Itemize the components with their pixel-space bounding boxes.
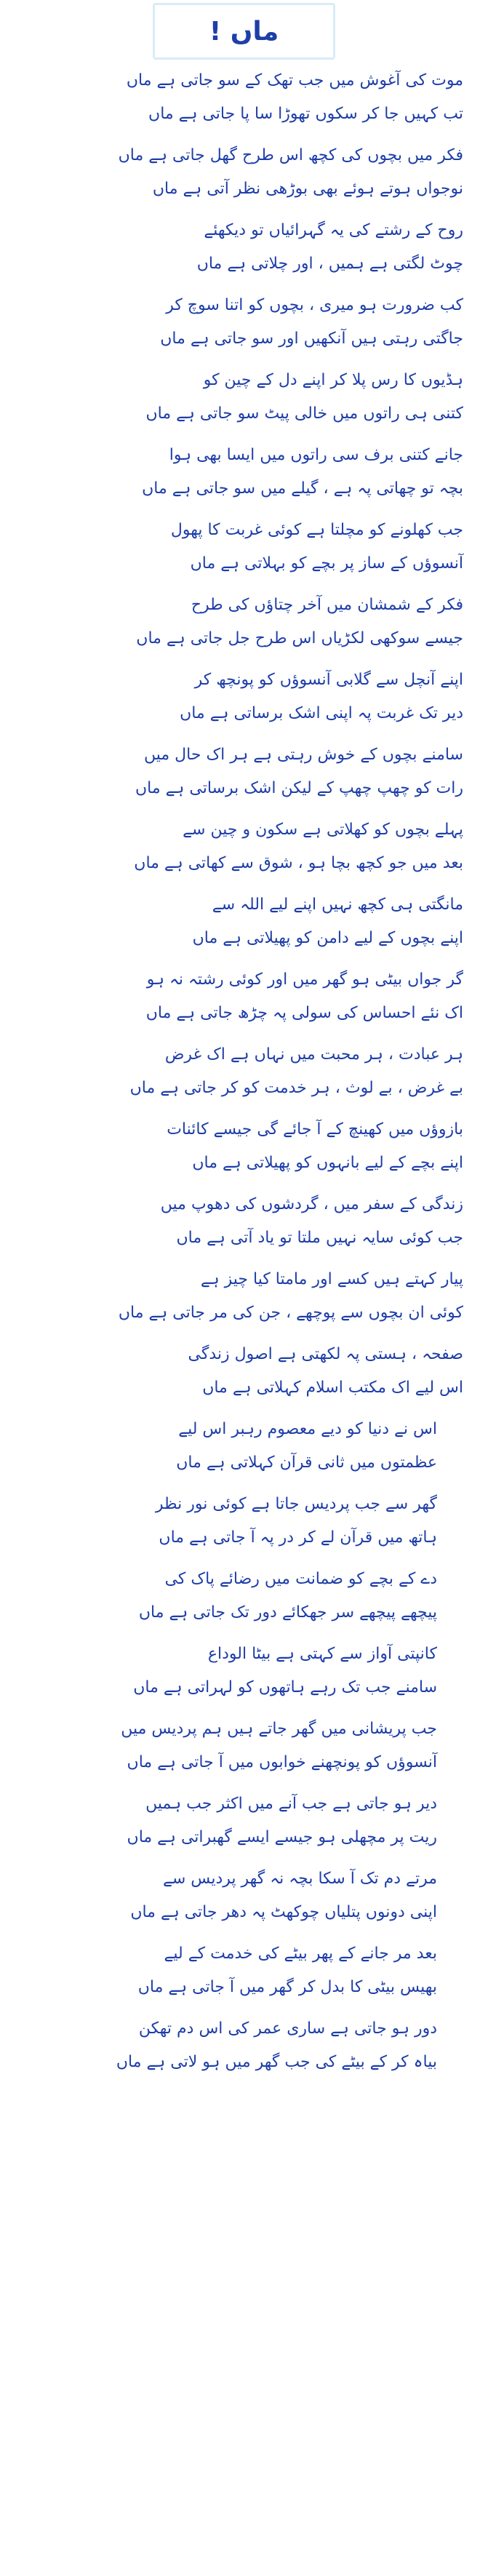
verse-line: فکر کے شمشان میں آخر چتاؤں کی طرح xyxy=(191,596,463,614)
stanza xyxy=(0,740,488,815)
stanza xyxy=(0,965,488,1040)
verse-line: اپنے بچے کے لیے بانہوں کو پھیلاتی ہے ماں xyxy=(192,1154,463,1172)
poem-body xyxy=(0,65,488,2095)
stanza xyxy=(0,515,488,590)
verse-line: دور ہو جاتی ہے ساری عمر کی اس دم تھکن xyxy=(138,2019,437,2038)
stanza xyxy=(0,1789,488,1864)
stanza xyxy=(0,1639,488,1714)
stanza xyxy=(0,1489,488,1564)
verse-line: زندگی کے سفر میں ، گردشوں کی دھوپ میں xyxy=(160,1195,463,1213)
stanza xyxy=(0,1114,488,1189)
stanza xyxy=(0,1414,488,1489)
verse-line: بعد میں جو کچھ بچا ہو ، شوق سے کھاتی ہے ماں xyxy=(134,854,463,872)
title-box xyxy=(153,3,335,60)
stanza xyxy=(0,1040,488,1114)
verse-line: جاگتی رہتی ہیں آنکھیں اور سو جاتی ہے ماں xyxy=(160,330,463,348)
verse-line: بچہ تو چھاتی پہ ہے ، گیلے میں سو جاتی ہے ماں xyxy=(142,479,463,498)
verse-line: موت کی آغوش میں جب تھک کے سو جاتی ہے ماں xyxy=(126,71,463,89)
stanza xyxy=(0,590,488,665)
stanza xyxy=(0,1939,488,2014)
verse-line: کوئی ان بچوں سے پوچھے ، جن کی مر جاتی ہے ماں xyxy=(118,1304,463,1322)
verse-line: آنسوؤں کے ساز پر بچے کو بہلاتی ہے ماں xyxy=(190,554,463,573)
verse-line: آنسوؤں کو پونچھنے خوابوں میں آ جاتی ہے ماں xyxy=(127,1753,437,1771)
stanza xyxy=(0,440,488,515)
stanza xyxy=(0,1564,488,1639)
stanza xyxy=(0,1264,488,1339)
verse-line: کانپتی آواز سے کہتی ہے بیٹا الوداع xyxy=(207,1645,437,1663)
stanza xyxy=(0,2014,488,2095)
stanza xyxy=(0,890,488,965)
verse-line: دیر ہو جاتی ہے جب آنے میں اکثر جب ہمیں xyxy=(145,1795,437,1813)
verse-line: فکر میں بچوں کی کچھ اس طرح گھل جاتی ہے ماں xyxy=(118,146,463,164)
stanza xyxy=(0,1714,488,1789)
verse-line: دے کے بچے کو ضمانت میں رضائے پاک کی xyxy=(164,1570,437,1588)
stanza xyxy=(0,365,488,440)
verse-line: اپنی دونوں پتلیاں چوکھٹ پہ دھر جاتی ہے ماں xyxy=(130,1903,437,1921)
verse-line: گر جواں بیٹی ہو گھر میں اور کوئی رشتہ نہ ہو xyxy=(146,970,463,989)
verse-line: صفحہ ، ہستی پہ لکھتی ہے اصول زندگی xyxy=(188,1345,463,1363)
verse-line: بے غرض ، بے لوث ، ہر خدمت کو کر جاتی ہے ماں xyxy=(129,1079,463,1097)
verse-line: ہاتھ میں قرآن لے کر در پہ آ جاتی ہے ماں xyxy=(159,1528,437,1547)
verse-line: سامنے بچوں کے خوش رہتی ہے ہر اک حال میں xyxy=(144,746,463,764)
stanza xyxy=(0,140,488,215)
verse-line: جب کوئی سایہ نہیں ملتا تو یاد آتی ہے ماں xyxy=(176,1229,463,1247)
verse-line: سامنے جب تک رہے ہاتھوں کو لہراتی ہے ماں xyxy=(133,1678,437,1696)
stanza xyxy=(0,665,488,740)
verse-line: بازوؤں میں کھینچ کے آ جائے گی جیسے کائنات xyxy=(167,1120,463,1139)
verse-line: تب کہیں جا کر سکوں تھوڑا سا پا جاتی ہے ماں xyxy=(148,105,463,123)
verse-line: چوٹ لگتی ہے ہمیں ، اور چلاتی ہے ماں xyxy=(196,255,463,273)
stanza xyxy=(0,215,488,290)
verse-line: مانگتی ہی کچھ نہیں اپنے لیے اللہ سے xyxy=(212,896,463,914)
verse-line: ریت پر مچھلی ہو جیسے ایسے گھبراتی ہے ماں xyxy=(127,1828,437,1846)
stanza xyxy=(0,65,488,140)
verse-line: روح کے رشتے کی یہ گہرائیاں تو دیکھئے xyxy=(204,221,463,239)
verse-line: دیر تک غربت پہ اپنی اشک برساتی ہے ماں xyxy=(180,704,463,722)
verse-line: بیاہ کر کے بیٹے کی جب گھر میں ہو لاتی ہے ماں xyxy=(116,2053,437,2071)
verse-line: جب پریشانی میں گھر جاتے ہیں ہم پردیس میں xyxy=(121,1720,437,1738)
verse-line: جب کھلونے کو مچلتا ہے کوئی غربت کا پھول xyxy=(170,521,463,539)
verse-line: پیار کہتے ہیں کسے اور مامتا کیا چیز ہے xyxy=(200,1270,463,1288)
poem-title: ماں ! xyxy=(209,16,279,47)
verse-line: ہڈیوں کا رس پلا کر اپنے دل کے چین کو xyxy=(203,371,463,389)
verse-line: کب ضرورت ہو میری ، بچوں کو اتنا سوچ کر xyxy=(166,296,463,314)
stanza xyxy=(0,1864,488,1939)
verse-line: اپنے بچوں کے لیے دامن کو پھیلاتی ہے ماں xyxy=(192,929,463,947)
verse-line: اک نئے احساس کی سولی پہ چڑھ جاتی ہے ماں xyxy=(145,1004,463,1022)
verse-line: اس نے دنیا کو دیے معصوم رہبر اس لیے xyxy=(178,1420,437,1438)
verse-line: کتنی ہی راتوں میں خالی پیٹ سو جاتی ہے ماں xyxy=(145,404,463,423)
stanza xyxy=(0,1189,488,1264)
verse-line: گھر سے جب پردیس جاتا ہے کوئی نور نظر xyxy=(155,1495,437,1513)
verse-line: اس لیے اک مکتب اسلام کہلاتی ہے ماں xyxy=(202,1379,463,1397)
verse-line: پہلے بچوں کو کھلاتی ہے سکون و چین سے xyxy=(183,821,463,839)
verse-line: جانے کتنی برف سی راتوں میں ایسا بھی ہوا xyxy=(169,446,463,464)
stanza xyxy=(0,815,488,890)
verse-line: عظمتوں میں ثانی قرآن کہلاتی ہے ماں xyxy=(176,1454,437,1472)
verse-line: پیچھے پیچھے سر جھکائے دور تک جاتی ہے ماں xyxy=(138,1603,437,1622)
verse-line: ہر عبادت ، ہر محبت میں نہاں ہے اک غرض xyxy=(164,1045,463,1064)
verse-line: بھیس بیٹی کا بدل کر گھر میں آ جاتی ہے ماں xyxy=(137,1978,437,1996)
verse-line: اپنے آنچل سے گلابی آنسوؤں کو پونچھ کر xyxy=(194,671,463,689)
verse-line: نوجواں ہوتے ہوئے بھی بوڑھی نظر آتی ہے ماں xyxy=(152,180,463,198)
verse-line: جیسے سوکھی لکڑیاں اس طرح جل جاتی ہے ماں xyxy=(136,629,463,647)
verse-line: رات کو چھپ چھپ کے لیکن اشک برساتی ہے ماں xyxy=(135,779,463,797)
stanza xyxy=(0,290,488,365)
stanza xyxy=(0,1339,488,1414)
verse-line: مرتے دم تک آ سکا بچہ نہ گھر پردیس سے xyxy=(162,1870,437,1888)
verse-line: بعد مر جانے کے پھر بیٹے کی خدمت کے لیے xyxy=(164,1945,437,1963)
